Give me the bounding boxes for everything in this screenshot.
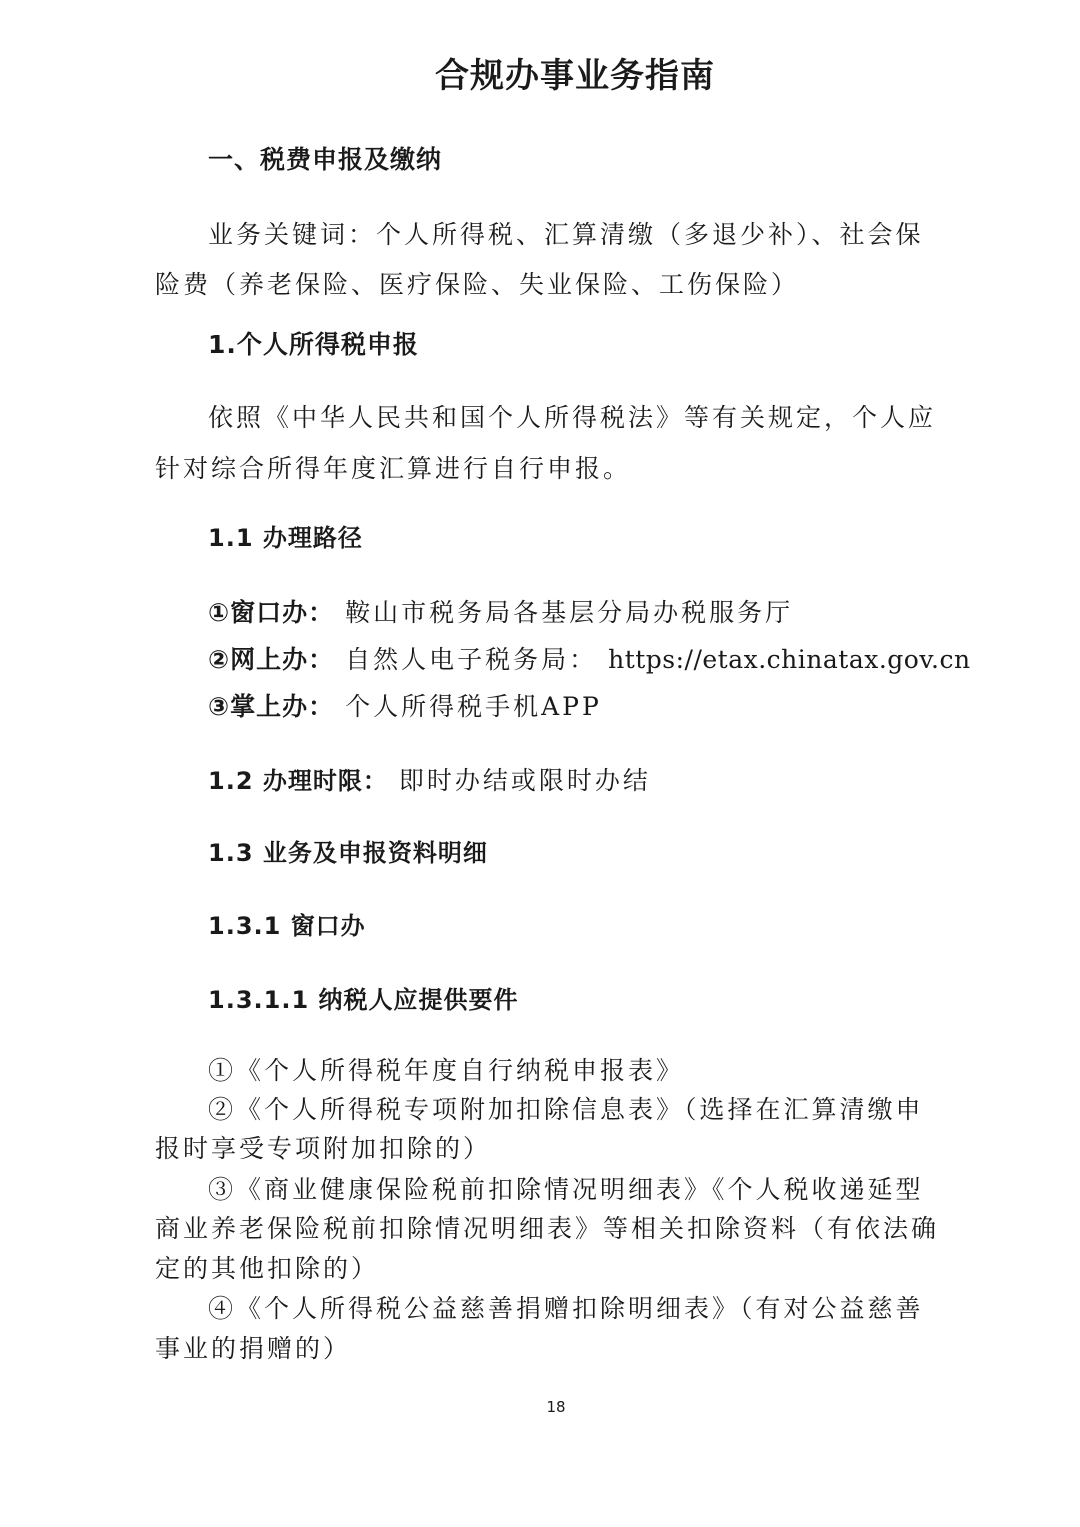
path-online-label: ②网上办： bbox=[208, 645, 335, 674]
document-item-3-line-1: ③《商业健康保险税前扣除情况明细表》《个人税收递延型 bbox=[208, 1175, 924, 1204]
heading-1-3-1-1-documents: 1.3.1.1 纳税人应提供要件 bbox=[208, 986, 519, 1014]
page-number: 18 bbox=[546, 1398, 566, 1416]
path-window bbox=[208, 596, 968, 630]
etax-url-link[interactable]: https://etax.chinatax.gov.cn bbox=[608, 645, 971, 674]
section-heading-tax-filing: 一、税费申报及缴纳 bbox=[208, 145, 443, 174]
path-online-value: 自然人电子税务局： bbox=[345, 645, 598, 674]
document-item-2-line-1: ②《个人所得税专项附加扣除信息表》（选择在汇算清缴申 bbox=[208, 1095, 924, 1124]
time-limit-label: 1.2 办理时限： bbox=[208, 767, 388, 795]
path-mobile-label: ③掌上办： bbox=[208, 692, 335, 721]
document-item-3-line-3: 定的其他扣除的） bbox=[155, 1254, 380, 1283]
keywords-line-1: 业务关键词：个人所得税、汇算清缴（多退少补）、社会保 bbox=[208, 220, 924, 249]
keywords-line-2: 险费（养老保险、医疗保险、失业保险、工伤保险） bbox=[155, 270, 800, 299]
document-item-1: ①《个人所得税年度自行纳税申报表》 bbox=[208, 1056, 685, 1085]
iit-paragraph-line-1: 依照《中华人民共和国个人所得税法》等有关规定，个人应 bbox=[208, 403, 937, 432]
path-mobile-value: 个人所得税手机APP bbox=[345, 692, 602, 721]
heading-1-1-path: 1.1 办理路径 bbox=[208, 524, 363, 552]
page-title: 合规办事业务指南 bbox=[435, 56, 715, 96]
document-item-3-line-2: 商业养老保险税前扣除情况明细表》等相关扣除资料（有依法确 bbox=[155, 1214, 940, 1243]
path-window-value: 鞍山市税务局各基层分局办税服务厅 bbox=[345, 598, 794, 627]
heading-1-3-materials: 1.3 业务及申报资料明细 bbox=[208, 839, 488, 867]
subsection-heading-iit: 1.个人所得税申报 bbox=[208, 330, 419, 359]
iit-paragraph-line-2: 针对综合所得年度汇算进行自行申报。 bbox=[155, 454, 632, 483]
time-limit-value: 即时办结或限时办结 bbox=[398, 766, 651, 795]
heading-1-3-1-window: 1.3.1 窗口办 bbox=[208, 912, 366, 940]
document-item-2-line-2: 报时享受专项附加扣除的） bbox=[155, 1134, 492, 1163]
path-window-label: ①窗口办： bbox=[208, 598, 335, 627]
path-mobile bbox=[208, 690, 968, 724]
path-online bbox=[208, 643, 971, 677]
time-limit bbox=[208, 764, 968, 798]
document-item-4-line-2: 事业的捐赠的） bbox=[155, 1334, 352, 1363]
document-item-4-line-1: ④《个人所得税公益慈善捐赠扣除明细表》（有对公益慈善 bbox=[208, 1294, 924, 1323]
